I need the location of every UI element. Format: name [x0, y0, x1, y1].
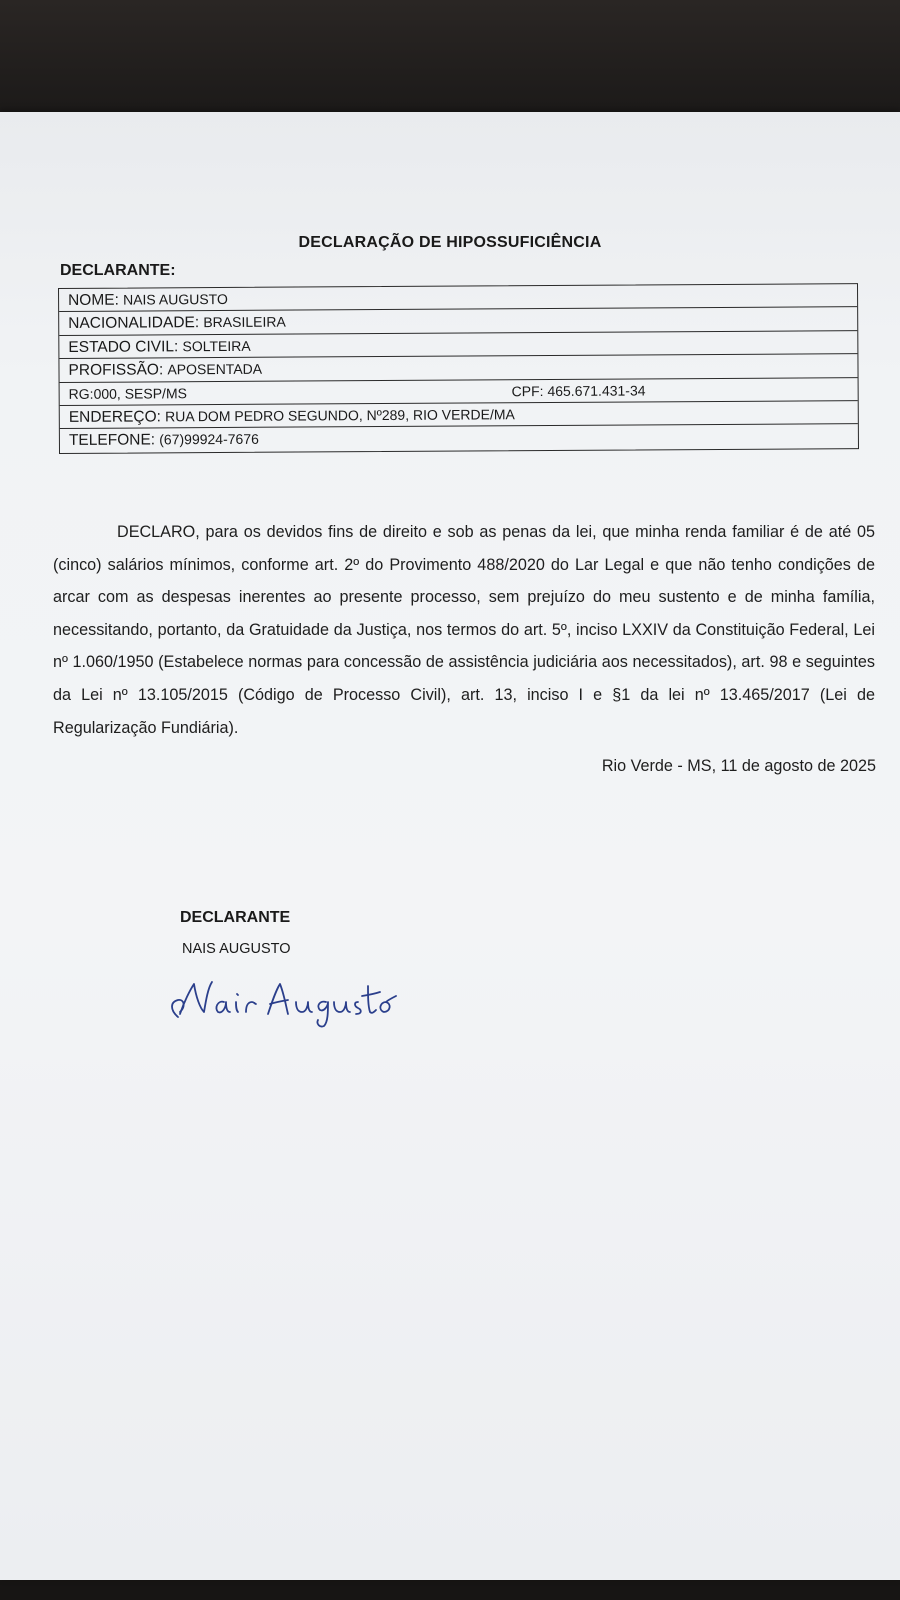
field-value: BRASILEIRA: [203, 313, 286, 331]
document-title: DECLARAÇÃO DE HIPOSSUFICIÊNCIA: [298, 234, 602, 251]
field-value: APOSENTADA: [167, 360, 263, 378]
cpf-label: CPF:: [511, 382, 544, 399]
declaration-body: DECLARO, para os devidos fins de direito e sob as penas da lei, que minha renda familiar é de até 05 (cinco) salários mínimos, conforme art. 2º do Provimento 488/2020 do Lar Legal e que não tenho condições de arcar com as despesas inerentes ao presente processo, sem prejuízo do meu sustento e de minha família, necessitando, portanto, da Gratuidade da Justiça, nos termos do art. 5º, inciso LXXIV da Constituição Federal, Lei nº 1.060/1950 (Estabelece normas para concessão de assistência judiciária aos necessitados), art. 98 e seguintes da Lei nº 13.105/2015 (Código de Processo Civil), art. 13, inciso I e §1 da lei nº 13.465/2017 (Lei de Regularização Fundiária).: [53, 523, 875, 737]
field-value: 000, SESP/MS: [93, 384, 187, 402]
date-line: Rio Verde - MS, 11 de agosto de 2025: [601, 757, 876, 775]
declarante-heading: DECLARANTE:: [60, 262, 176, 279]
declarant-info-table: [58, 283, 859, 454]
field-label: ESTADO CIVIL:: [68, 338, 179, 356]
cpf-field: [512, 379, 646, 403]
field-label: TELEFONE:: [68, 431, 156, 450]
cpf-value: 465.671.431-34: [547, 381, 646, 399]
field-label: RG:: [68, 385, 94, 402]
field-label: NOME:: [68, 291, 119, 309]
field-value: RUA DOM PEDRO SEGUNDO, Nº289, RIO VERDE/MA: [165, 406, 515, 425]
field-label: PROFISSÃO:: [68, 361, 164, 380]
handwritten-signature: [160, 962, 410, 1032]
signature-printed-name: NAIS AUGUSTO: [182, 941, 291, 957]
field-label: ENDEREÇO:: [68, 408, 161, 426]
field-row-telefone: [60, 424, 858, 452]
paper-sheet: [0, 112, 900, 1580]
field-value: SOLTEIRA: [182, 337, 251, 355]
field-value: (67)99924-7676: [159, 431, 259, 448]
signature-role: DECLARANTE: [180, 909, 291, 926]
field-value: NAIS AUGUSTO: [123, 290, 228, 308]
field-label: NACIONALIDADE:: [68, 314, 200, 333]
